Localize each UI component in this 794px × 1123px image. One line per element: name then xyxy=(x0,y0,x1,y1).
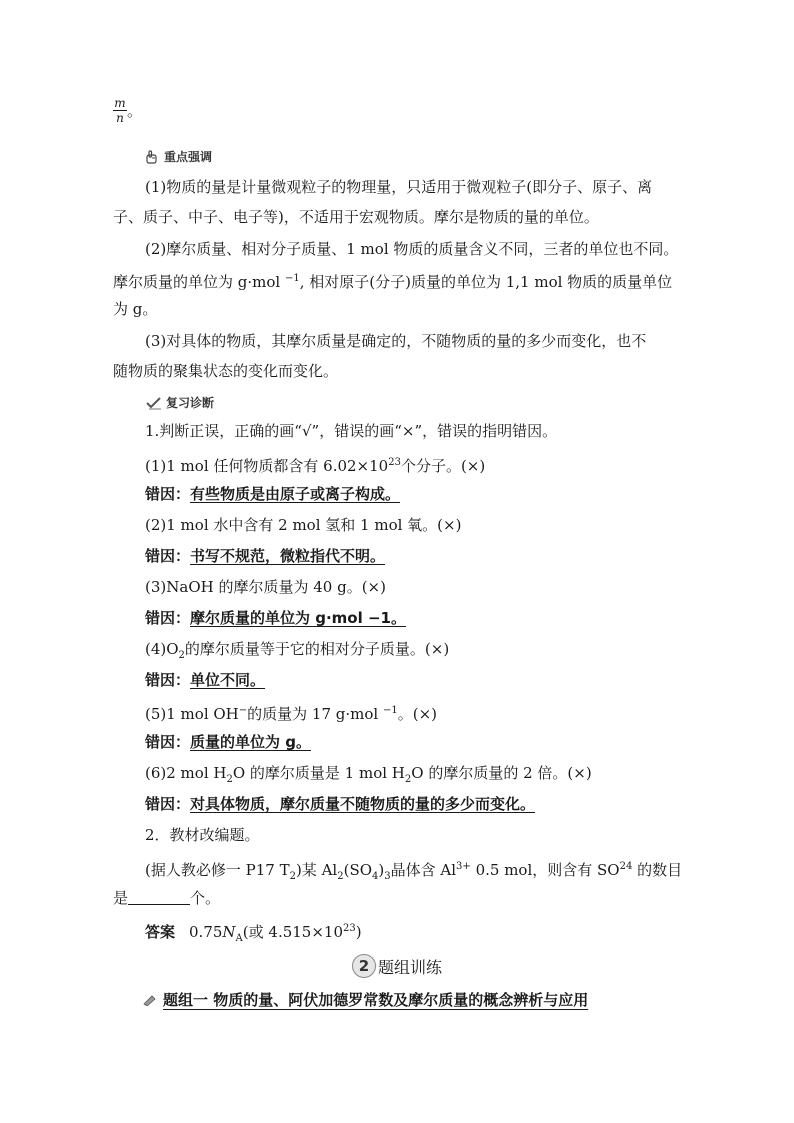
item-1-post: 个分子。(×) xyxy=(400,457,486,475)
group-training-heading xyxy=(352,954,442,978)
item-6-error xyxy=(145,793,535,815)
group-training-title: 题组训练 xyxy=(378,957,443,977)
item-1-error xyxy=(145,483,400,505)
key-points-heading xyxy=(146,148,212,165)
item-5-error xyxy=(145,731,311,753)
item-6-b: 2 xyxy=(226,774,233,785)
answer-blank xyxy=(128,890,190,905)
q2-line2-a: 是 xyxy=(113,889,129,907)
item-6-d: 2 xyxy=(404,774,412,785)
q2-l: 2 xyxy=(619,861,626,872)
q2-c: )某 Al xyxy=(295,861,338,879)
checkmark-pencil-icon xyxy=(146,396,162,410)
answer-f: ) xyxy=(355,923,362,941)
pencil-icon xyxy=(143,994,157,1006)
q2-j: 3+ xyxy=(456,861,471,872)
answer-a: 0.75 xyxy=(189,923,223,941)
item-5-sup2: −1 xyxy=(382,705,398,716)
question-2-line1 xyxy=(145,856,682,888)
error-reason: 书写不规范，微粒指代不明。 xyxy=(190,547,386,565)
answer-c: A xyxy=(235,933,243,944)
answer-b: N xyxy=(222,923,236,941)
q2-m: 4 xyxy=(625,861,633,872)
item-4-statement xyxy=(145,638,449,667)
key-point-1-line2: 子、质子、中子、电子等)，不适用于宏观物质。摩尔是物质的量的单位。 xyxy=(113,208,599,226)
kp2-sup: −1 xyxy=(284,273,300,284)
error-label: 错因： xyxy=(145,485,191,503)
error-label: 错因： xyxy=(145,733,191,751)
answer-label: 答案 xyxy=(145,923,176,941)
item-6-e: O 的摩尔质量的 2 倍。(×) xyxy=(411,764,592,782)
item-5-post: 。(×) xyxy=(397,705,438,723)
q2-e: (SO xyxy=(343,861,373,879)
q2-line2-b: 个。 xyxy=(190,889,221,907)
item-3-error xyxy=(145,607,406,629)
q2-a: (据人教必修一 P17 T xyxy=(145,861,290,879)
q2-d: 2 xyxy=(337,871,344,882)
question-2-title: 2．教材改编题。 xyxy=(145,826,260,844)
question-1-title: 1.判断正误，正确的画“√”，错误的画“×”，错误的指明错因。 xyxy=(145,422,558,440)
item-1-pre: (1)1 mol 任何物质都含有 6.02×10 xyxy=(145,457,389,475)
error-reason: 摩尔质量的单位为 g·mol −1。 xyxy=(190,609,406,627)
item-1-statement xyxy=(145,452,485,477)
item-6-statement xyxy=(145,762,592,791)
key-point-2-line3: 为 g。 xyxy=(113,300,158,318)
circled-number-icon: 2 xyxy=(352,954,376,978)
item-4-error xyxy=(145,669,265,691)
q2-b: 2 xyxy=(289,871,296,882)
key-point-3-line2: 随物质的聚集状态的变化而变化。 xyxy=(113,362,339,380)
review-heading xyxy=(146,394,214,411)
answer-d: (或 4.515×10 xyxy=(242,923,343,941)
question-2-line2 xyxy=(113,887,220,909)
fraction-tail: 。 xyxy=(127,102,143,120)
fraction-numerator: m xyxy=(114,96,126,110)
q2-k: 0.5 mol，则含有 SO xyxy=(470,861,620,879)
pointing-hand-icon xyxy=(146,150,160,164)
q2-i: 晶体含 Al xyxy=(390,861,457,879)
error-reason: 有些物质是由原子或离子构成。 xyxy=(190,485,401,503)
error-reason: 对具体物质，摩尔质量不随物质的量的多少而变化。 xyxy=(190,795,536,813)
kp2-text-b: , 相对原子(分子)质量的单位为 1,1 mol 物质的质量单位 xyxy=(299,273,673,291)
item-2-statement: (2)1 mol 水中含有 2 mol 氢和 1 mol 氧。(×) xyxy=(145,516,462,534)
error-label: 错因： xyxy=(145,547,191,565)
item-5-mid: 的质量为 17 g·mol xyxy=(247,705,383,723)
item-2-error xyxy=(145,545,385,567)
item-4-pre: (4)O xyxy=(145,640,179,658)
key-point-2-line2 xyxy=(113,268,672,293)
error-label: 错因： xyxy=(145,609,191,627)
key-point-1-line1: (1)物质的量是计量微观粒子的物理量，只适用于微观粒子(即分子、原子、离 xyxy=(145,178,653,196)
q2-f: 4 xyxy=(372,871,379,882)
kp2-text-a: 摩尔质量的单位为 g·mol xyxy=(113,273,285,291)
topic-heading xyxy=(143,989,588,1010)
q2-g: ) xyxy=(378,861,385,879)
item-5-pre: (5)1 mol OH xyxy=(145,705,239,723)
key-point-2-line1: (2)摩尔质量、相对分子质量、1 mol 物质的质量含义不同，三者的单位也不同。 xyxy=(145,240,679,258)
item-3-statement: (3)NaOH 的摩尔质量为 40 g。(×) xyxy=(145,578,386,596)
key-point-3-line1: (3)对具体的物质，其摩尔质量是确定的，不随物质的量的多少而变化，也不 xyxy=(145,332,647,350)
item-6-c: O 的摩尔质量是 1 mol H xyxy=(232,764,405,782)
error-reason: 单位不同。 xyxy=(190,671,266,689)
error-label: 错因： xyxy=(145,671,191,689)
item-4-post: 的摩尔质量等于它的相对分子质量。(×) xyxy=(184,640,450,658)
review-heading-text: 复习诊断 xyxy=(166,396,215,410)
fraction-denominator: n xyxy=(116,111,124,125)
answer-line xyxy=(145,918,362,950)
item-4-sub: 2 xyxy=(178,650,185,661)
key-points-heading-text: 重点强调 xyxy=(164,150,213,164)
topic-text: 题组一 物质的量、阿伏加德罗常数及摩尔质量的概念辨析与应用 xyxy=(163,991,589,1009)
q2-n: 的数目 xyxy=(632,861,683,879)
error-label: 错因： xyxy=(145,795,191,813)
item-5-sup: − xyxy=(238,705,248,716)
item-1-sup: 23 xyxy=(388,457,401,468)
item-6-a: (6)2 mol H xyxy=(145,764,227,782)
item-5-statement xyxy=(145,700,437,725)
q2-h: 3 xyxy=(384,871,391,882)
answer-e: 23 xyxy=(343,923,356,934)
fraction-m-over-n xyxy=(113,96,127,125)
error-reason: 质量的单位为 g。 xyxy=(190,733,311,751)
